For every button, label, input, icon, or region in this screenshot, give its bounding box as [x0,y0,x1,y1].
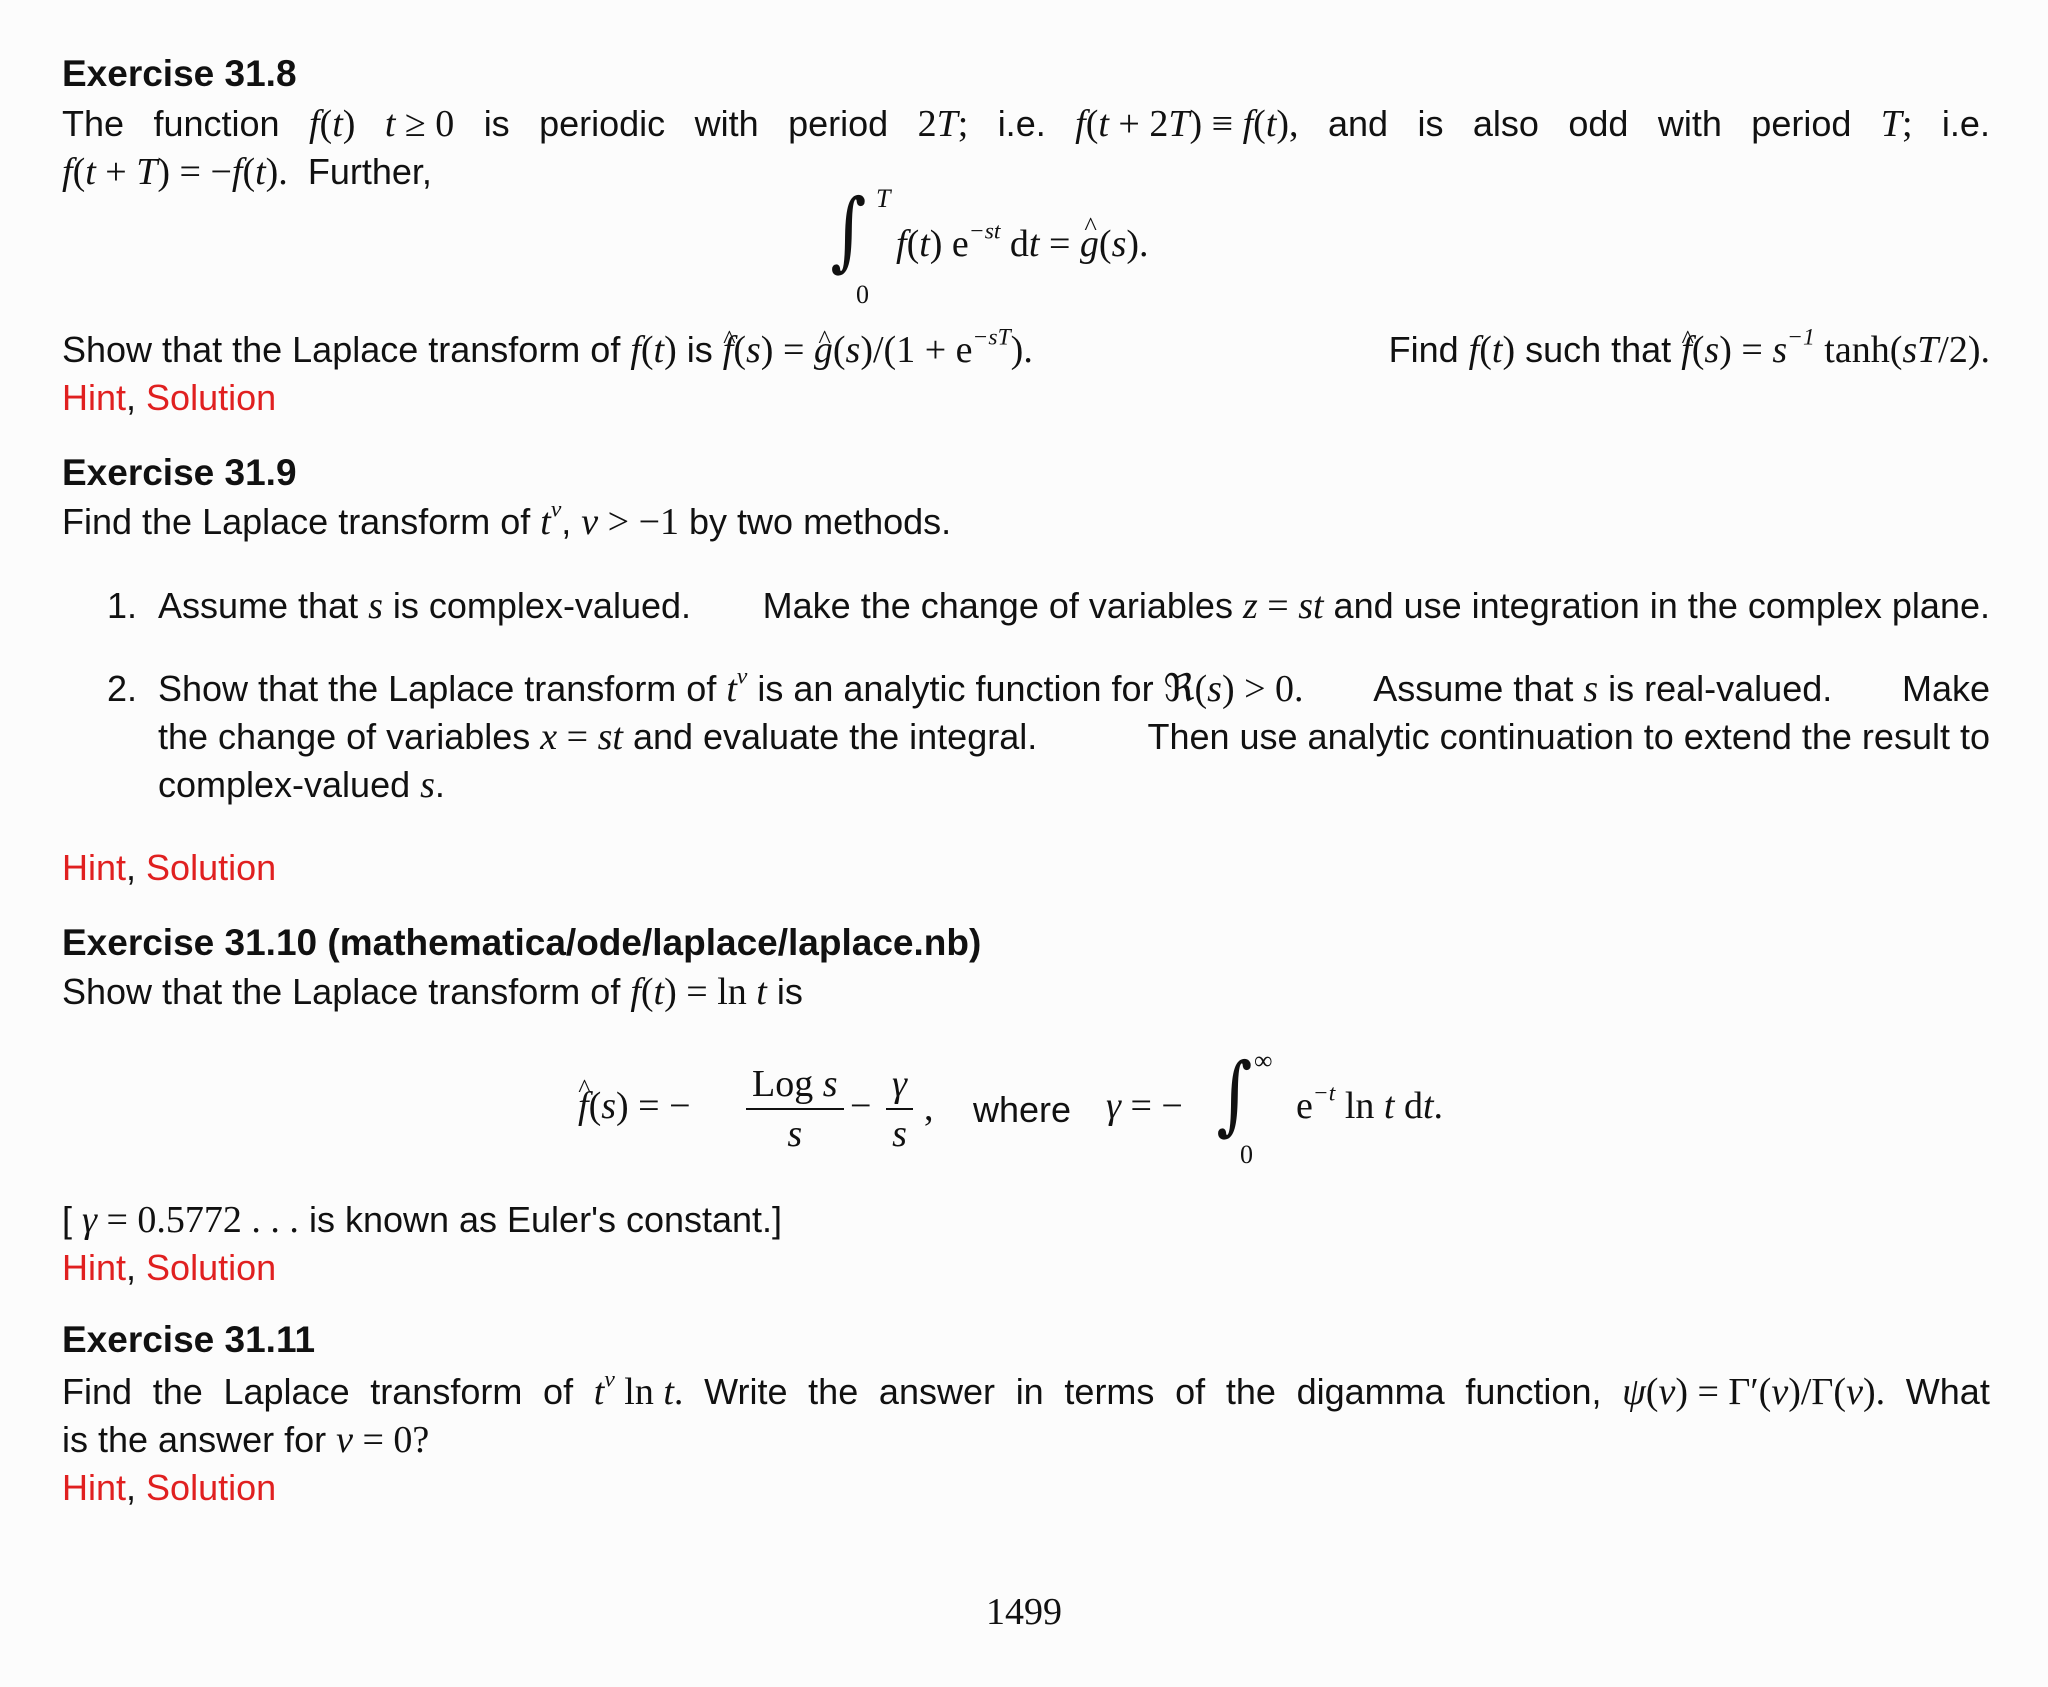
word: digamma [1296,1371,1445,1412]
exercise-31-9-links [62,844,1990,892]
math-T: T; [1880,103,1913,145]
hint-link[interactable]: Hint [62,377,127,418]
word: i.e. [997,103,1046,144]
link-separator: , [126,377,147,418]
exercise-31-9-title: Exercise 31.9 [62,452,297,493]
exercise-31-9-intro: Find the Laplace transform of $t^\nu$, ν > −1 by two methods. [62,496,952,543]
exercise-31-10-intro: Show that the Laplace transform of f(t) = ln t is [62,971,803,1013]
word: the [152,1371,203,1412]
word: i.e. [1941,103,1990,144]
fraction-gamma-over-s: $\frac{\gamma}{s}$ [886,1060,913,1158]
eulers-constant-note: [ γ = 0.5772 . . . is known as Euler's constant.] [62,1199,783,1241]
solution-link[interactable]: Solution [146,377,277,418]
word: The [62,103,125,144]
word: periodic [539,103,666,144]
integral-equation [826,181,1149,309]
math-2T: 2T; [917,103,969,145]
solution-link[interactable]: Solution [146,1247,277,1288]
exercise-31-10-links [62,1244,1990,1292]
hint-link[interactable]: Hint [62,1467,127,1508]
integral-sign: ∫ [830,181,867,281]
word: function, [1465,1371,1602,1412]
where-word: where [973,1089,1072,1130]
word: What [1905,1371,1990,1412]
exercise-31-9-item-2 [62,665,1990,809]
word: answer [878,1371,995,1412]
word: and [1327,103,1389,144]
fraction-log-s-over-s: Log s s [746,1060,844,1158]
exercise-31-8-line-2 [62,148,1990,196]
solution-link[interactable]: Solution [146,847,277,888]
link-separator: , [126,847,147,888]
page-number: 1499 [986,1591,1062,1633]
word: Laplace [223,1371,350,1412]
hint-link[interactable]: Hint [62,847,127,888]
exercise-31-8-title: Exercise 31.8 [62,53,297,94]
integral-sign: ∫ [1216,1045,1253,1145]
word: terms [1064,1371,1155,1412]
hint-link[interactable]: Hint [62,1247,127,1288]
exercise-31-8-line-3: Show that the Laplace transform of f(t) is ^ f(s) = ^ $g(s)/(1 + e^{-sT})$. Find f(t) such that ^ $f(s) = s^{-1}$ tanh(sT/2). [62,326,1990,374]
word: with [1657,103,1722,144]
solution-link[interactable]: Solution [146,1467,277,1508]
gamma-definition-lhs: γ = − [1106,1085,1183,1127]
math-odd-relation: f(t + T) = −f(t). [62,151,288,193]
word: also [1472,103,1539,144]
math-t-nu-ln-t: $t^\nu$ ln t. [593,1366,684,1413]
integral-body: f(t) $e^{-st}$ dt = ^ g(s). [896,222,1149,266]
exercise-31-11-line-1 [62,1368,1990,1416]
word: is [483,103,510,144]
comma: , [924,1087,934,1129]
exercise-31-11-title: Exercise 31.11 [62,1319,316,1360]
word: the [808,1371,859,1412]
exercise-31-10-title: Exercise 31.10 (mathematica/ode/laplace/laplace.nb) [62,922,982,963]
minus-sign: − [850,1085,872,1127]
list-number: 1. [107,585,138,626]
list-item-text: Assume that s is complex-valued. Make the change of variables z = st and use integration in the complex plane. [158,585,1990,627]
exercise-31-11-line-2: is the answer for ν = 0? [62,1419,430,1461]
list-number: 2. [107,668,138,709]
word: with [694,103,759,144]
list-item-line-1: Show that the Laplace transform of $t^\nu$ is an analytic function for ℜ(s) > 0. Assume that s is real-valued. Make [158,663,1990,710]
word: Find [62,1371,133,1412]
word: in [1015,1371,1044,1412]
word: function [153,103,280,144]
word: period [788,103,889,144]
integral-lower-limit: 0 [856,280,869,309]
list-item-line-2: the change of variables x = st and evaluate the integral. Then use analytic continuation to extend the result to [158,716,1990,758]
word: Further, [307,151,432,192]
exercise-31-9-item-1 [62,582,1990,630]
formula-lhs: ^ f(s) = − [578,1084,691,1128]
list-item-line-3: complex-valued s. [158,764,445,806]
math-periodicity: f(t + 2T) ≡ f(t), [1075,103,1299,145]
word: of [543,1371,574,1412]
word: transform [370,1371,523,1412]
word: the [1225,1371,1276,1412]
word: Write [704,1371,788,1412]
math-f-of-t: f(t) [308,103,356,145]
integral-lower-limit: 0 [1240,1140,1253,1169]
word: period [1751,103,1852,144]
link-separator: , [126,1467,147,1508]
word: is [1417,103,1444,144]
math-t-geq-0: t ≥ 0 [384,103,455,145]
exercise-31-8-links [62,374,1990,422]
exercise-31-8-line-1 [62,100,1990,148]
integral-upper-limit: T [876,184,891,213]
integral-body: $e^{-t}$ ln t dt. [1296,1080,1443,1127]
math-digamma: ψ(ν) = Γ′(ν)/Γ(ν). [1622,1371,1886,1413]
word: of [1175,1371,1206,1412]
link-separator: , [126,1247,147,1288]
integral-upper-limit: ∞ [1254,1046,1273,1075]
word: odd [1568,103,1629,144]
exercise-31-11-links [62,1464,1990,1512]
